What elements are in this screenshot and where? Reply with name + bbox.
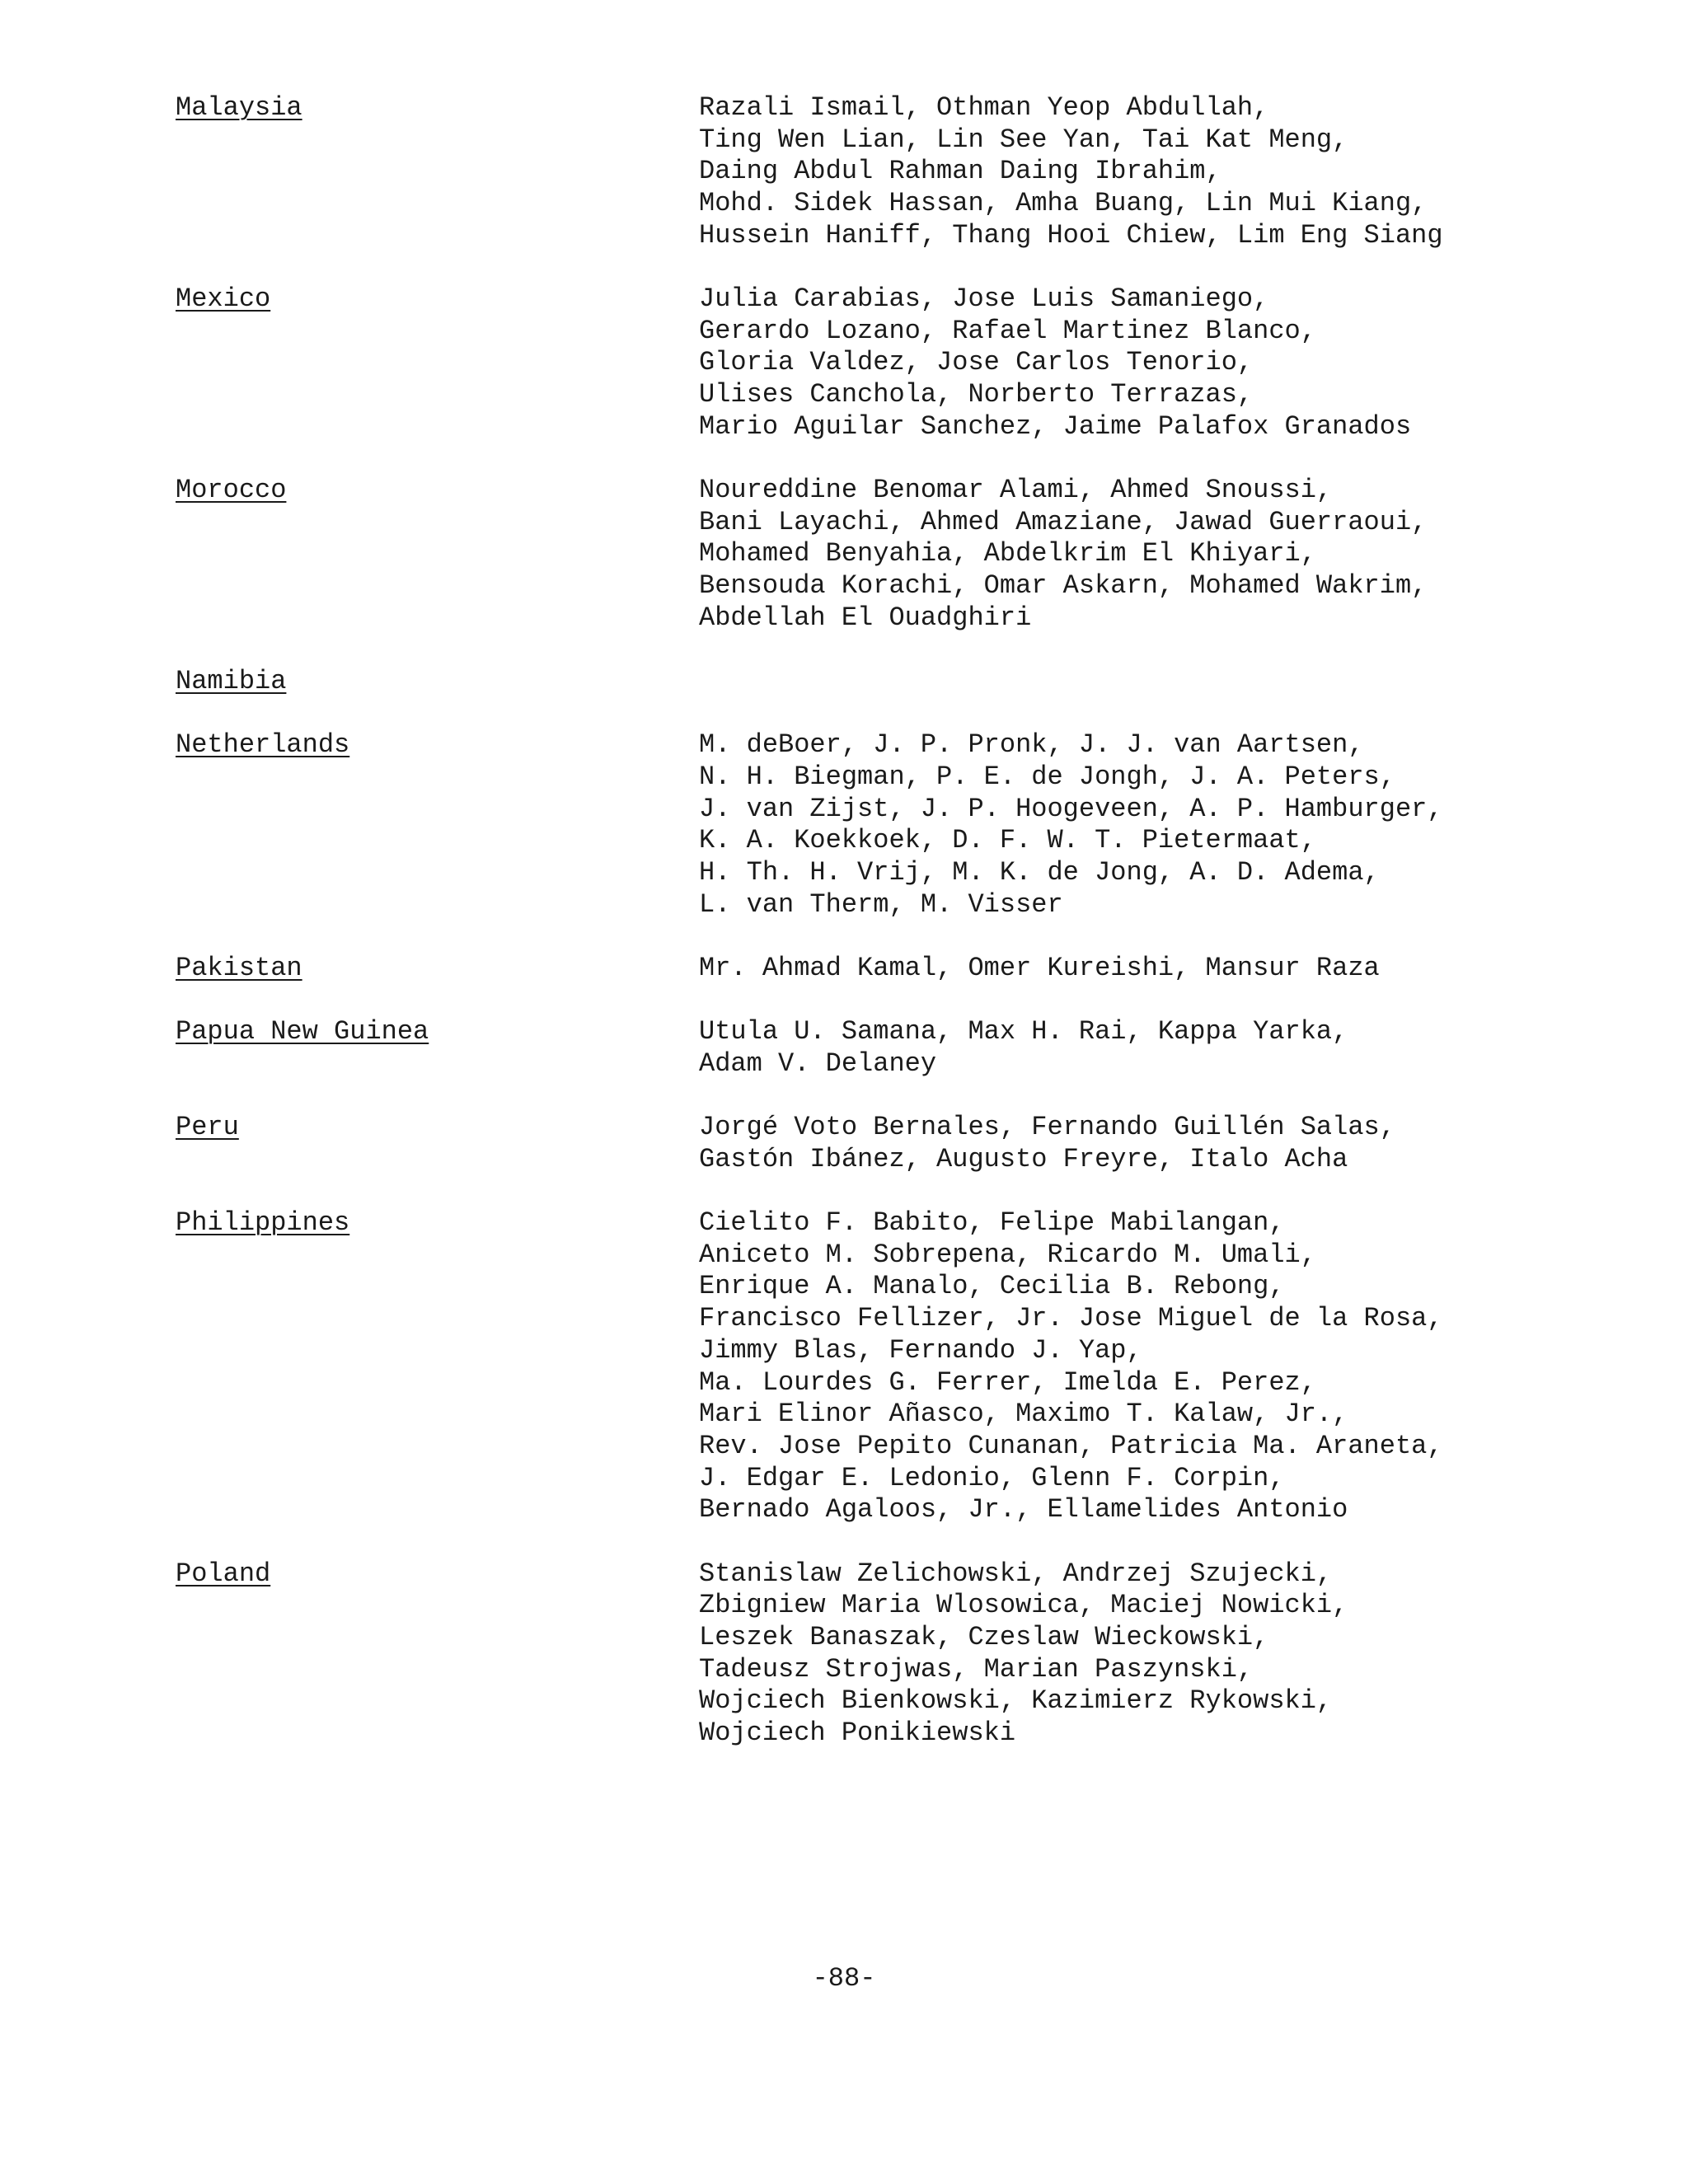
delegate-names-line: Gloria Valdez, Jose Carlos Tenorio,	[699, 347, 1254, 378]
delegate-names-line: Daing Abdul Rahman Daing Ibrahim,	[699, 156, 1221, 187]
delegate-names-line: Cielito F. Babito, Felipe Mabilangan,	[699, 1207, 1285, 1238]
delegate-names-line: Gerardo Lozano, Rafael Martinez Blanco,	[699, 315, 1316, 346]
delegate-names	[699, 92, 1527, 252]
delegate-names-line: Gastón Ibánez, Augusto Freyre, Italo Acha	[699, 1143, 1348, 1174]
delegate-names-line: Bernado Agaloos, Jr., Ellamelides Antonio	[699, 1494, 1348, 1526]
delegation-entry	[176, 953, 1527, 985]
delegate-names-line: H. Th. H. Vrij, M. K. de Jong, A. D. Adema,	[699, 857, 1380, 888]
delegate-names-line: J. Edgar E. Ledonio, Glenn F. Corpin,	[699, 1462, 1285, 1493]
delegate-names	[699, 1207, 1527, 1526]
delegate-names-line: Mario Aguilar Sanchez, Jaime Palafox Granados	[699, 410, 1412, 442]
delegate-names-line: Abdellah El Ouadghiri	[699, 602, 1032, 633]
delegate-names-line: Noureddine Benomar Alami, Ahmed Snoussi,	[699, 475, 1333, 506]
delegate-names	[699, 475, 1527, 635]
delegate-names-line: Aniceto M. Sobrepena, Ricardo M. Umali,	[699, 1239, 1316, 1270]
delegate-names-line: Mohd. Sidek Hassan, Amha Buang, Lin Mui Kiang,	[699, 188, 1428, 219]
delegate-names-line: Enrique A. Manalo, Cecilia B. Rebong,	[699, 1271, 1285, 1302]
delegate-names-line: Francisco Fellizer, Jr. Jose Miguel de la Rosa,	[699, 1303, 1443, 1334]
delegate-names	[699, 1558, 1527, 1750]
delegate-names-line: K. A. Koekkoek, D. F. W. T. Pietermaat,	[699, 825, 1316, 856]
country-name: Poland	[176, 1558, 271, 1589]
delegation-entry	[176, 1016, 1527, 1080]
delegation-entry	[176, 1558, 1527, 1750]
country-name: Mexico	[176, 284, 271, 315]
delegation-entry	[176, 1112, 1527, 1175]
country-name: Malaysia	[176, 92, 302, 123]
delegate-names-line: Wojciech Bienkowski, Kazimierz Rykowski,	[699, 1685, 1333, 1717]
delegate-names-line: Adam V. Delaney	[699, 1047, 937, 1079]
delegate-names-line: Julia Carabias, Jose Luis Samaniego,	[699, 284, 1269, 315]
country-name: Morocco	[176, 475, 287, 506]
delegate-names-line: Ma. Lourdes G. Ferrer, Imelda E. Perez,	[699, 1366, 1316, 1398]
delegate-names-line: Utula U. Samana, Max H. Rai, Kappa Yarka,	[699, 1016, 1348, 1047]
country-name: Namibia	[176, 666, 287, 697]
country-name: Papua New Guinea	[176, 1016, 429, 1047]
delegation-entry	[176, 284, 1527, 443]
country-name: Peru	[176, 1112, 239, 1143]
delegation-list	[176, 92, 1527, 1781]
delegation-entry	[176, 475, 1527, 635]
delegate-names-line: Razali Ismail, Othman Yeop Abdullah,	[699, 92, 1269, 123]
country-name: Philippines	[176, 1207, 350, 1238]
delegate-names-line: Mohamed Benyahia, Abdelkrim El Khiyari,	[699, 538, 1316, 569]
delegate-names-line: J. van Zijst, J. P. Hoogeveen, A. P. Hamburger,	[699, 793, 1443, 824]
delegate-names-line: Rev. Jose Pepito Cunanan, Patricia Ma. Araneta,	[699, 1430, 1443, 1461]
country-name: Pakistan	[176, 952, 302, 983]
delegate-names-line: Zbigniew Maria Wlosowica, Maciej Nowicki,	[699, 1590, 1348, 1621]
delegate-names-line: M. deBoer, J. P. Pronk, J. J. van Aartsen,	[699, 729, 1364, 761]
delegate-names	[699, 953, 1527, 985]
delegate-names-line: L. van Therm, M. Visser	[699, 888, 1063, 920]
delegation-entry	[176, 92, 1527, 252]
delegate-names-line: Jorgé Voto Bernales, Fernando Guillén Salas,	[699, 1112, 1395, 1143]
delegate-names	[699, 1016, 1527, 1080]
delegate-names-line: Stanislaw Zelichowski, Andrzej Szujecki,	[699, 1558, 1333, 1589]
delegate-names-line: Ting Wen Lian, Lin See Yan, Tai Kat Meng,	[699, 124, 1348, 155]
delegation-entry	[176, 666, 1527, 698]
delegate-names-line: Mr. Ahmad Kamal, Omer Kureishi, Mansur Raza	[699, 952, 1380, 983]
delegate-names-line: Bensouda Korachi, Omar Askarn, Mohamed Wakrim,	[699, 570, 1428, 602]
delegate-names-line: Wojciech Ponikiewski	[699, 1718, 1016, 1749]
delegate-names-line: Ulises Canchola, Norberto Terrazas,	[699, 379, 1254, 410]
delegation-entry	[176, 729, 1527, 921]
delegate-names-line: Jimmy Blas, Fernando J. Yap,	[699, 1334, 1142, 1366]
delegate-names-line: Mari Elinor Añasco, Maximo T. Kalaw, Jr.,	[699, 1399, 1348, 1430]
delegate-names-line: Hussein Haniff, Thang Hooi Chiew, Lim Eng Siang	[699, 219, 1443, 251]
delegate-names-line: N. H. Biegman, P. E. de Jongh, J. A. Peters,	[699, 761, 1395, 792]
delegate-names	[699, 729, 1527, 921]
delegate-names-line: Bani Layachi, Ahmed Amaziane, Jawad Guerraoui,	[699, 506, 1428, 537]
delegate-names	[699, 284, 1527, 443]
delegation-entry	[176, 1207, 1527, 1526]
delegate-names	[699, 1112, 1527, 1175]
delegate-names-line: Tadeusz Strojwas, Marian Paszynski,	[699, 1653, 1254, 1685]
delegate-names-line: Leszek Banaszak, Czeslaw Wieckowski,	[699, 1621, 1269, 1652]
page-number: -88-	[812, 1963, 876, 1994]
country-name: Netherlands	[176, 729, 350, 761]
